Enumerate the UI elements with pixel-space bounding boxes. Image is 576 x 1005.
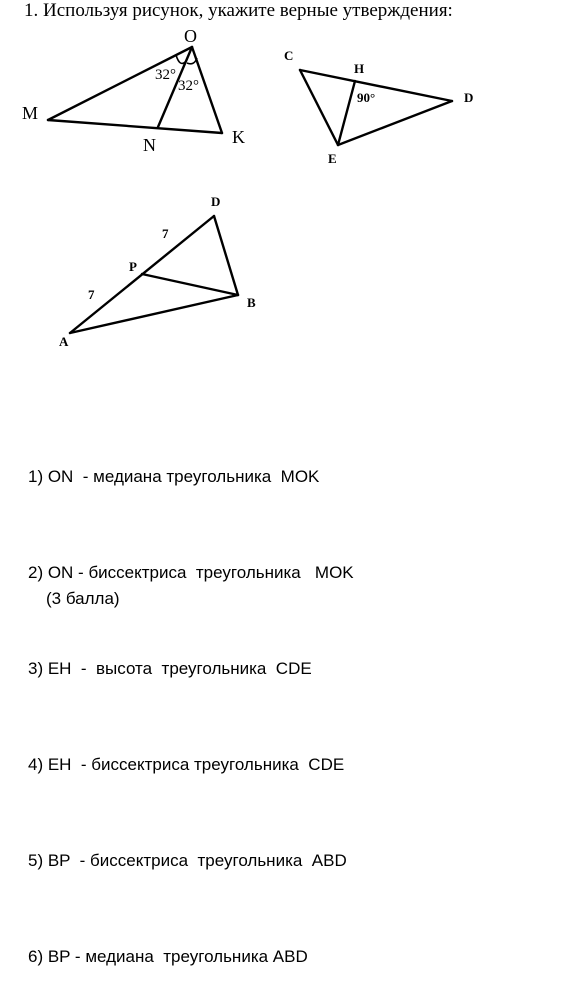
vertex-label-c: C	[284, 48, 294, 63]
statement-3: 3) EH - высота треугольника CDE	[28, 659, 312, 678]
statement-4: 4) EH - биссектриса треугольника CDE	[28, 755, 345, 774]
task-title: 1. Используя рисунок, укажите верные утверждения:	[24, 0, 453, 21]
angle-label-right: 90°	[357, 90, 376, 105]
vertex-label-e: E	[328, 151, 337, 166]
side-length-pd: 7	[162, 226, 169, 241]
side-de	[338, 101, 452, 145]
angle-label-2: 32°	[178, 78, 199, 94]
points-note: (3 балла)	[46, 589, 120, 608]
statements-list	[28, 397, 354, 1005]
statement-2: 2) ON - биссектриса треугольника MOK	[28, 563, 354, 582]
vertex-label-a: A	[59, 334, 69, 349]
vertex-label-n: N	[143, 135, 156, 155]
segment-bp	[142, 274, 238, 295]
vertex-label-p: P	[129, 259, 137, 274]
side-db	[214, 216, 238, 295]
vertex-label-d: D	[464, 90, 474, 105]
vertex-label-b: B	[247, 295, 256, 310]
angle-arc-mon	[176, 55, 186, 63]
statement-1: 1) ON - медиана треугольника MOK	[28, 467, 320, 486]
triangle-abd	[59, 194, 256, 349]
triangle-mok	[22, 26, 245, 155]
angle-label-1: 32°	[155, 67, 176, 83]
statement-5: 5) BP - биссектриса треугольника ABD	[28, 851, 347, 870]
vertex-label-d: D	[211, 194, 221, 209]
vertex-label-m: M	[22, 103, 39, 123]
segment-eh	[338, 81, 355, 145]
vertex-label-k: K	[232, 127, 245, 147]
side-ce	[300, 70, 338, 145]
side-cd	[300, 70, 452, 101]
side-mk	[48, 120, 222, 133]
triangle-cde	[284, 48, 473, 166]
side-length-ap: 7	[88, 287, 95, 302]
side-mo	[48, 47, 192, 120]
vertex-label-h: H	[354, 61, 365, 76]
statement-6: 6) BP - медиана треугольника ABD	[28, 947, 308, 966]
vertex-label-o: O	[184, 26, 197, 46]
